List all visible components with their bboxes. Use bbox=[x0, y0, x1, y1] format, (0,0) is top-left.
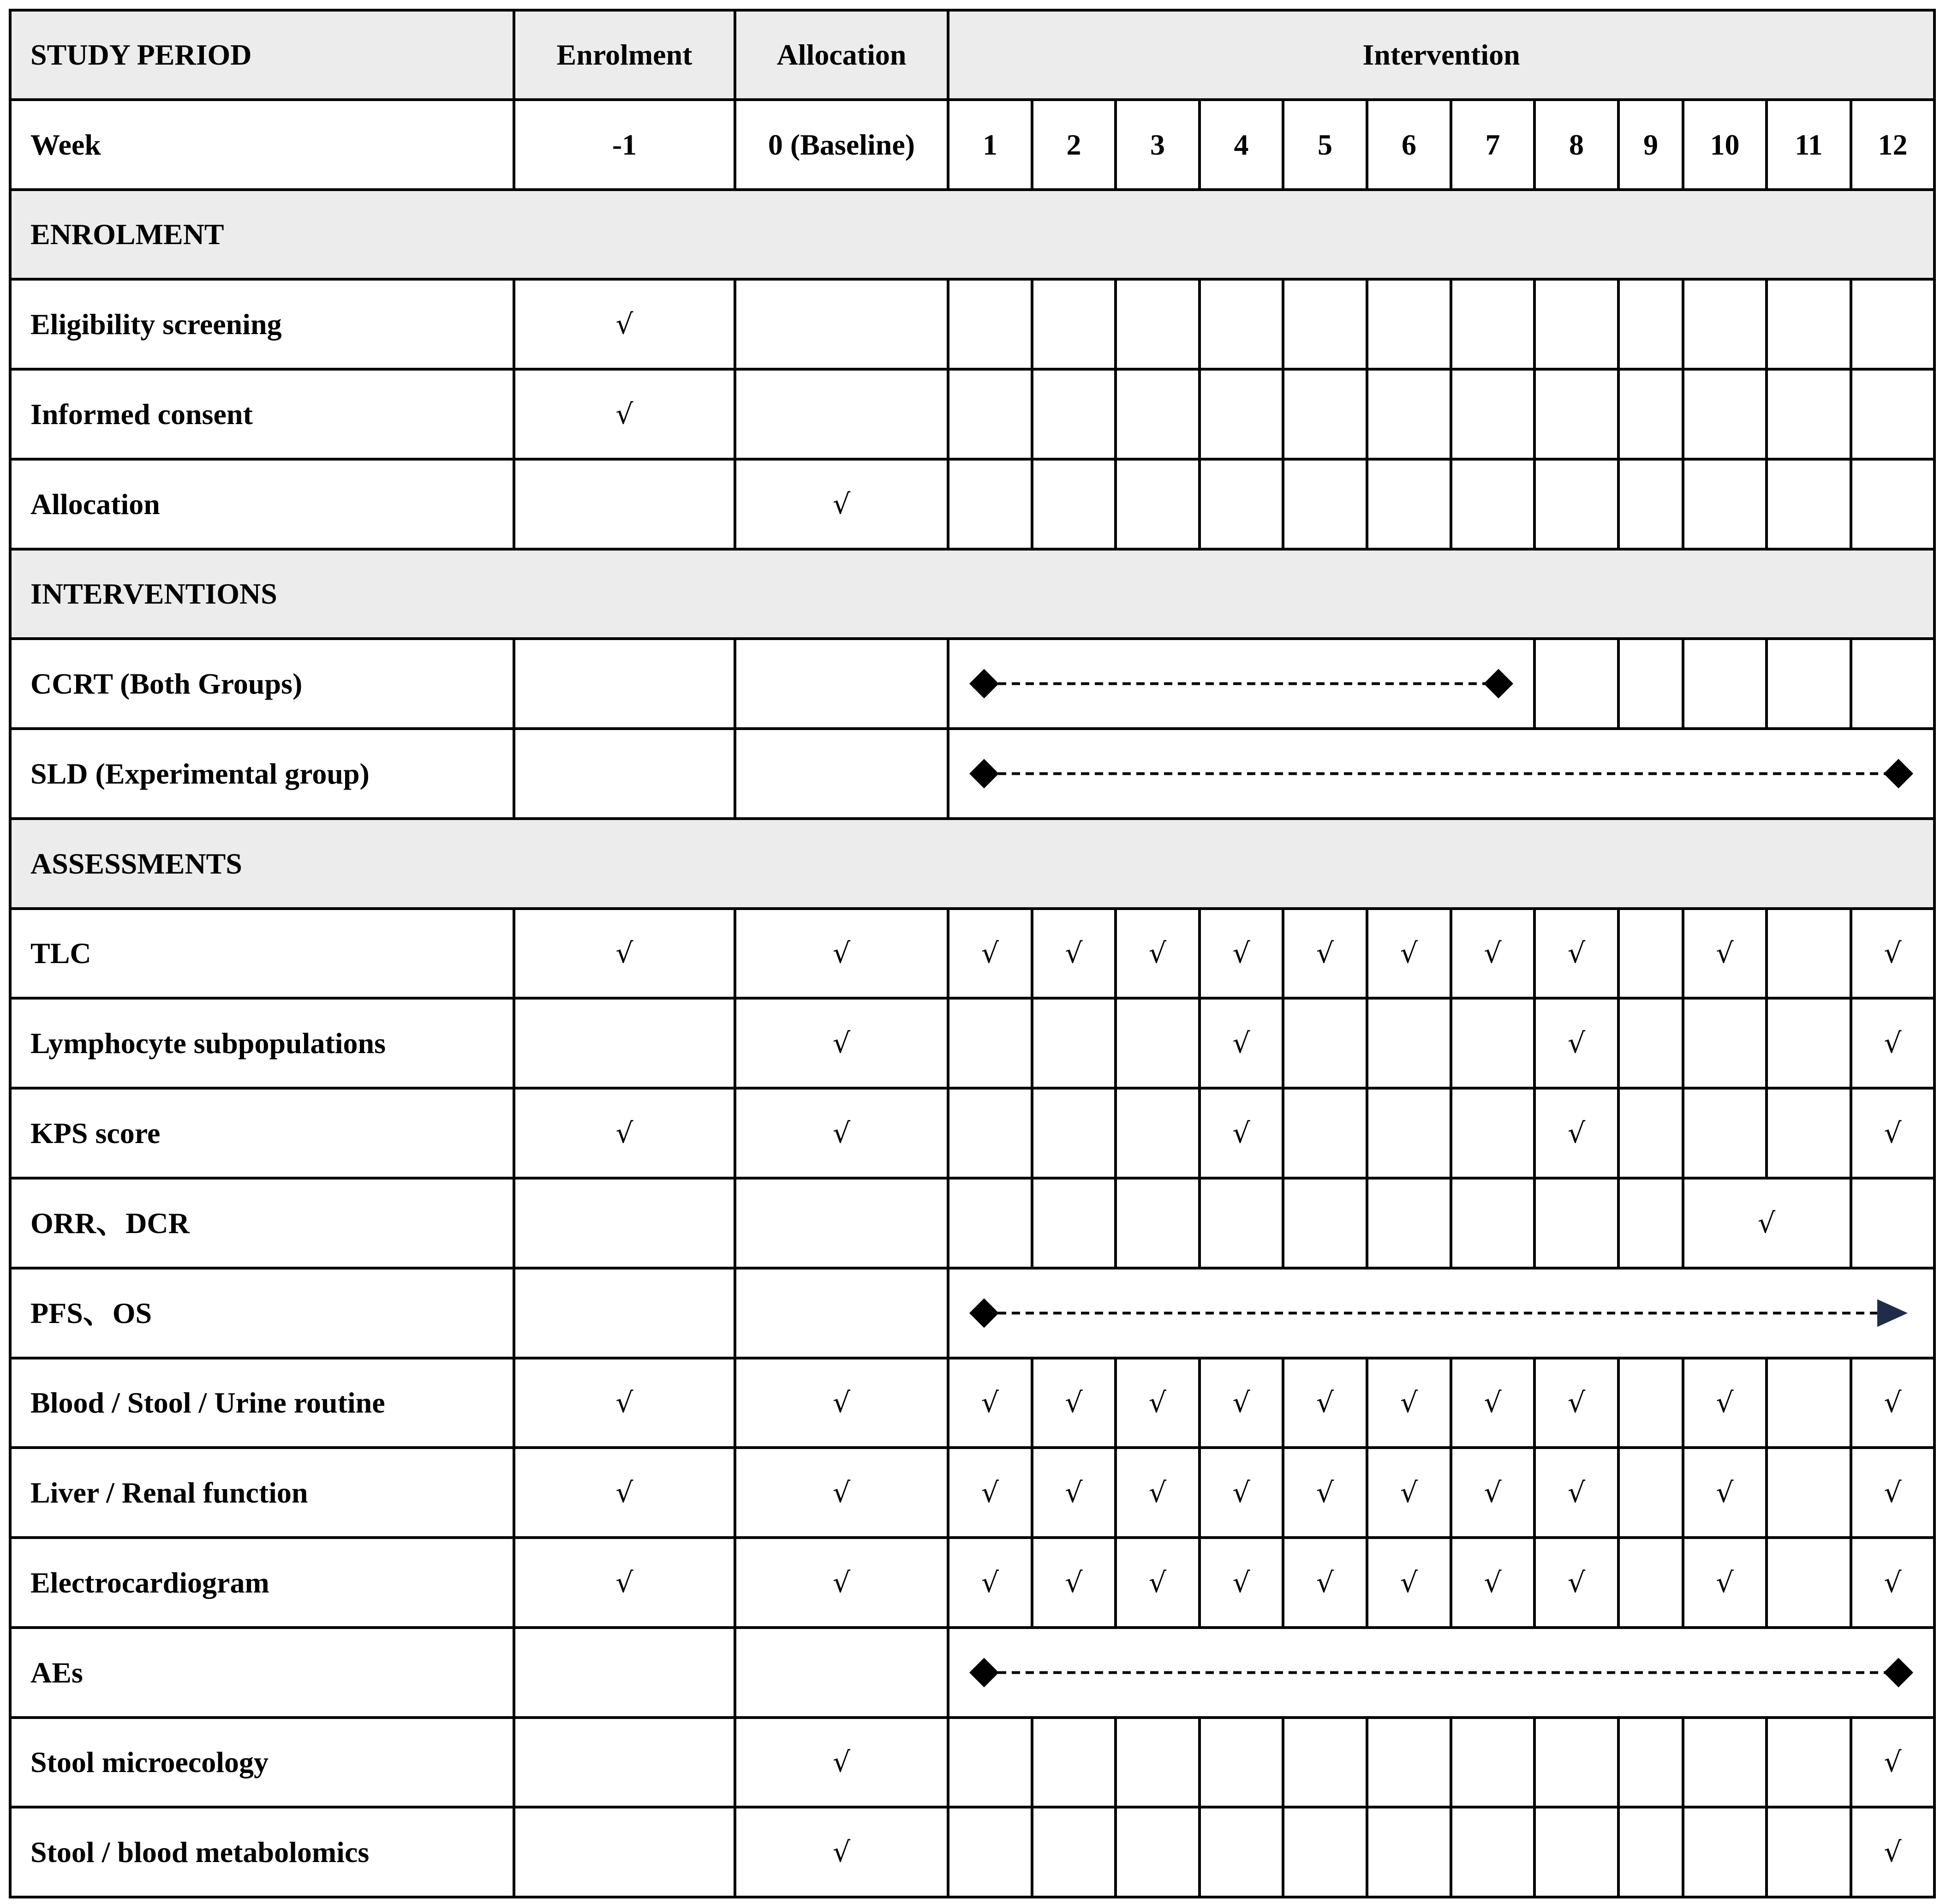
allocation-heading: Allocation bbox=[776, 38, 907, 71]
check-mark-week-6: √ bbox=[1400, 1476, 1418, 1509]
check-mark-week-8: √ bbox=[1567, 1117, 1586, 1150]
row-label: Allocation bbox=[30, 487, 160, 521]
study-period-heading: STUDY PERIOD bbox=[30, 38, 252, 71]
row-label: Electrocardiogram bbox=[30, 1566, 269, 1599]
check-mark-allocation: √ bbox=[832, 937, 851, 970]
week-number: 6 bbox=[1402, 128, 1416, 161]
check-mark-week-3: √ bbox=[1148, 937, 1167, 970]
check-mark-week-12: √ bbox=[1884, 1566, 1902, 1599]
timeline-start-diamond-icon bbox=[969, 1299, 999, 1328]
check-mark-week-2: √ bbox=[1065, 1387, 1083, 1419]
check-mark-week-12: √ bbox=[1884, 1117, 1902, 1150]
check-mark-week-12: √ bbox=[1884, 1476, 1902, 1509]
check-mark-week-12: √ bbox=[1884, 1836, 1902, 1868]
check-mark-week-7: √ bbox=[1484, 937, 1502, 970]
row-label: CCRT (Both Groups) bbox=[30, 667, 303, 700]
check-mark-week-1: √ bbox=[981, 937, 999, 970]
check-mark-week-2: √ bbox=[1065, 937, 1083, 970]
week-number: 11 bbox=[1795, 128, 1823, 161]
check-mark-enrolment: √ bbox=[615, 398, 633, 431]
row-label: ORR、DCR bbox=[30, 1206, 190, 1239]
check-mark-week-4: √ bbox=[1232, 1117, 1250, 1150]
check-mark-week-4: √ bbox=[1232, 1387, 1250, 1419]
check-mark-enrolment: √ bbox=[615, 1387, 633, 1419]
check-mark-week-2: √ bbox=[1065, 1566, 1083, 1599]
row-label: Stool / blood metabolomics bbox=[30, 1835, 370, 1868]
check-mark-between-weeks: √ bbox=[1757, 1207, 1776, 1239]
timeline-start-diamond-icon bbox=[969, 669, 999, 699]
section-enrolment: ENROLMENT bbox=[30, 218, 224, 251]
check-mark-week-7: √ bbox=[1484, 1476, 1502, 1509]
section-assessments: ASSESSMENTS bbox=[30, 847, 242, 880]
week-number: 10 bbox=[1710, 128, 1740, 161]
check-mark-allocation: √ bbox=[832, 488, 851, 521]
check-mark-week-5: √ bbox=[1316, 937, 1334, 970]
check-mark-week-3: √ bbox=[1148, 1387, 1167, 1419]
row-label: Lymphocyte subpopulations bbox=[30, 1026, 386, 1060]
check-mark-week-10: √ bbox=[1716, 1387, 1734, 1419]
check-mark-week-8: √ bbox=[1567, 937, 1586, 970]
week-number: 1 bbox=[983, 128, 997, 161]
week-number: 2 bbox=[1066, 128, 1081, 161]
check-mark-week-10: √ bbox=[1716, 1566, 1734, 1599]
row-label: Liver / Renal function bbox=[30, 1476, 308, 1509]
week-label: Week bbox=[30, 128, 101, 161]
check-mark-week-4: √ bbox=[1232, 1027, 1250, 1060]
row-label: Blood / Stool / Urine routine bbox=[30, 1386, 385, 1419]
check-mark-week-6: √ bbox=[1400, 1387, 1418, 1419]
week-number: 3 bbox=[1150, 128, 1165, 161]
check-mark-week-3: √ bbox=[1148, 1566, 1167, 1599]
check-mark-week-12: √ bbox=[1884, 937, 1902, 970]
check-mark-week-8: √ bbox=[1567, 1027, 1586, 1060]
timeline-end-diamond-icon bbox=[1884, 1658, 1913, 1688]
timeline-end-diamond-icon bbox=[1484, 669, 1513, 699]
check-mark-week-10: √ bbox=[1716, 937, 1734, 970]
check-mark-week-8: √ bbox=[1567, 1566, 1586, 1599]
row-label: Eligibility screening bbox=[30, 307, 282, 341]
check-mark-allocation: √ bbox=[832, 1746, 851, 1778]
check-mark-week-4: √ bbox=[1232, 937, 1250, 970]
check-mark-allocation: √ bbox=[832, 1387, 851, 1419]
check-mark-week-8: √ bbox=[1567, 1387, 1586, 1419]
timeline-end-diamond-icon bbox=[1884, 759, 1913, 789]
timeline-arrow-icon bbox=[1877, 1299, 1908, 1327]
week-number: 8 bbox=[1569, 128, 1584, 161]
check-mark-week-1: √ bbox=[981, 1387, 999, 1419]
check-mark-allocation: √ bbox=[832, 1027, 851, 1060]
check-mark-week-4: √ bbox=[1232, 1566, 1250, 1599]
row-label: TLC bbox=[30, 937, 91, 970]
check-mark-week-6: √ bbox=[1400, 937, 1418, 970]
check-mark-week-10: √ bbox=[1716, 1476, 1734, 1509]
row-label: Informed consent bbox=[30, 397, 253, 431]
check-mark-week-12: √ bbox=[1884, 1027, 1902, 1060]
intervention-heading: Intervention bbox=[1362, 38, 1520, 71]
check-mark-week-1: √ bbox=[981, 1566, 999, 1599]
check-mark-allocation: √ bbox=[832, 1117, 851, 1150]
check-mark-week-4: √ bbox=[1232, 1476, 1250, 1509]
check-mark-week-6: √ bbox=[1400, 1566, 1418, 1599]
timeline-start-diamond-icon bbox=[969, 759, 999, 789]
row-label: Stool microecology bbox=[30, 1746, 269, 1778]
check-mark-week-5: √ bbox=[1316, 1476, 1334, 1509]
check-mark-week-7: √ bbox=[1484, 1566, 1502, 1599]
check-mark-allocation: √ bbox=[832, 1566, 851, 1599]
check-mark-week-5: √ bbox=[1316, 1566, 1334, 1599]
section-interventions: INTERVENTIONS bbox=[30, 577, 277, 610]
check-mark-enrolment: √ bbox=[615, 1476, 633, 1509]
check-mark-week-12: √ bbox=[1884, 1387, 1902, 1419]
check-mark-week-7: √ bbox=[1484, 1387, 1502, 1419]
week-number: 9 bbox=[1643, 128, 1658, 161]
row-label: SLD (Experimental group) bbox=[30, 757, 370, 790]
row-label: AEs bbox=[30, 1656, 83, 1689]
check-mark-enrolment: √ bbox=[615, 937, 633, 970]
check-mark-allocation: √ bbox=[832, 1476, 851, 1509]
check-mark-enrolment: √ bbox=[615, 308, 633, 341]
week-number: 5 bbox=[1318, 128, 1332, 161]
check-mark-week-2: √ bbox=[1065, 1476, 1083, 1509]
check-mark-week-3: √ bbox=[1148, 1476, 1167, 1509]
week-number: 7 bbox=[1485, 128, 1500, 161]
week-number: 4 bbox=[1234, 128, 1249, 161]
check-mark-enrolment: √ bbox=[615, 1566, 633, 1599]
row-label: KPS score bbox=[30, 1116, 161, 1150]
enrolment-heading: Enrolment bbox=[556, 38, 692, 71]
week-number: 12 bbox=[1878, 128, 1908, 161]
check-mark-week-8: √ bbox=[1567, 1476, 1586, 1509]
check-mark-enrolment: √ bbox=[615, 1117, 633, 1150]
timeline-start-diamond-icon bbox=[969, 1658, 999, 1688]
check-mark-allocation: √ bbox=[832, 1836, 851, 1868]
week-baseline: 0 (Baseline) bbox=[768, 128, 915, 161]
row-label: PFS、OS bbox=[30, 1296, 152, 1329]
check-mark-week-1: √ bbox=[981, 1476, 999, 1509]
check-mark-week-12: √ bbox=[1884, 1746, 1902, 1778]
check-mark-week-5: √ bbox=[1316, 1387, 1334, 1419]
week-enrolment: -1 bbox=[612, 128, 637, 161]
